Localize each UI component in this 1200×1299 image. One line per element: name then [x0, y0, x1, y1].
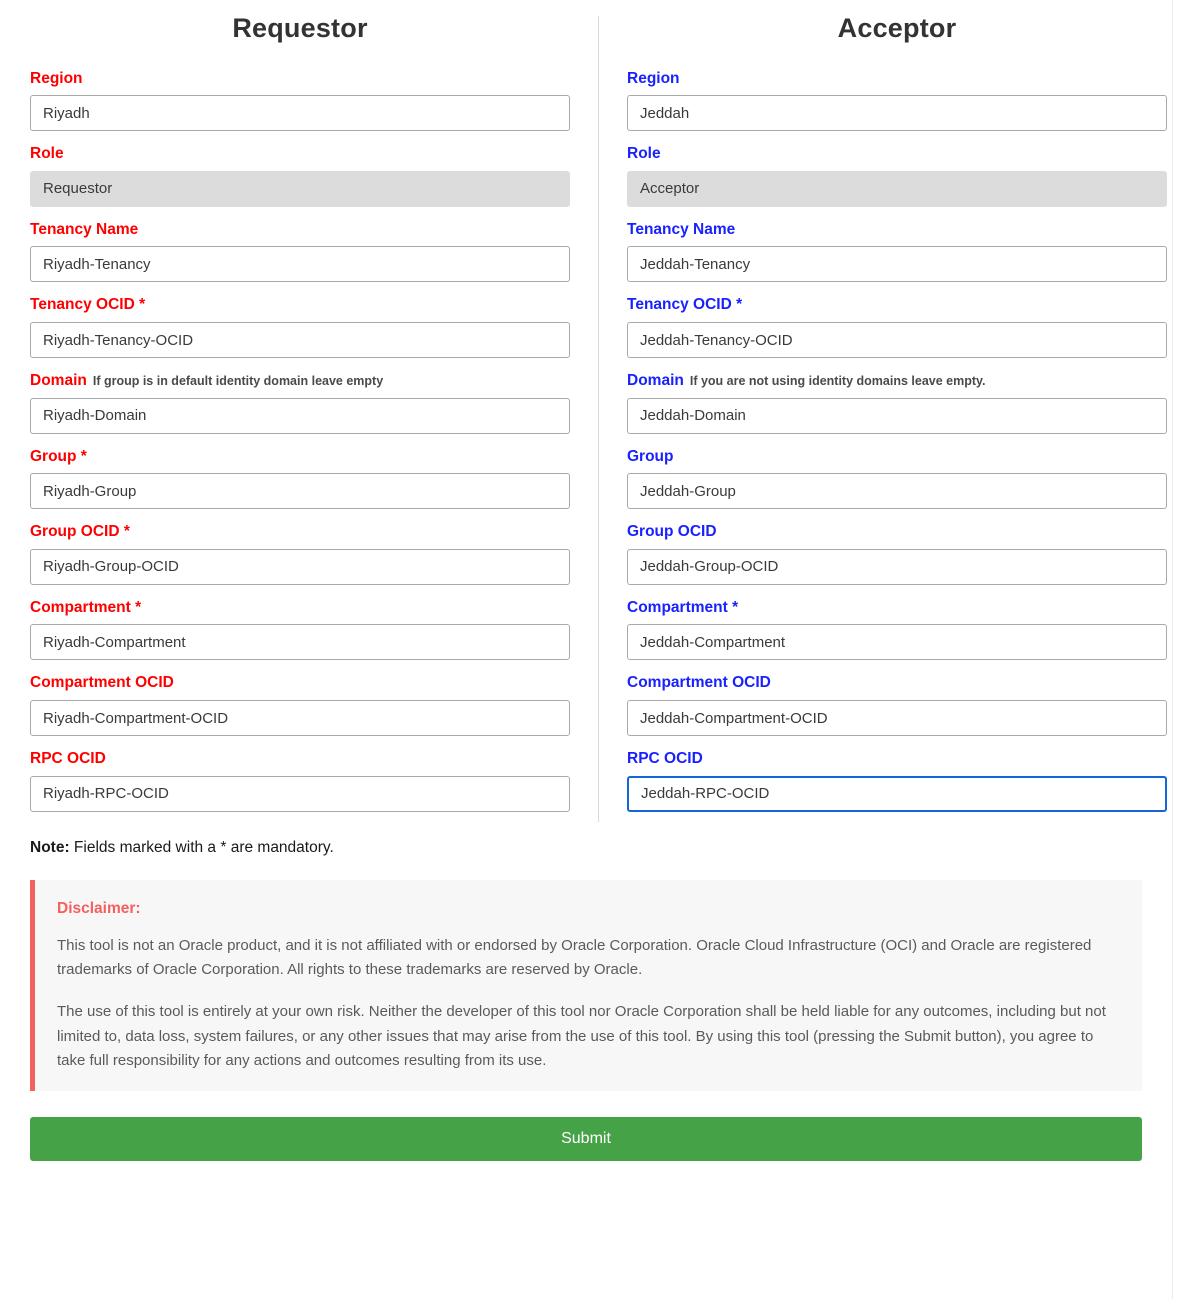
- field-requestor-role: [30, 145, 570, 207]
- field-acceptor-tenancy-name: [627, 221, 1167, 283]
- input-requestor-tenancy-name[interactable]: [30, 246, 570, 282]
- input-requestor-compartment-ocid[interactable]: [30, 700, 570, 736]
- mandatory-fields-note: [30, 838, 1142, 858]
- field-acceptor-group-ocid: [627, 523, 1167, 585]
- field-requestor-tenancy-name: [30, 221, 570, 283]
- input-acceptor-region[interactable]: [627, 95, 1167, 131]
- label-acceptor-compartment: [627, 599, 1167, 618]
- label-requestor-tenancy-ocid: [30, 296, 570, 315]
- label-text: Domain: [627, 372, 684, 390]
- hint-acceptor-domain: If you are not using identity domains leave empty.: [689, 374, 986, 389]
- label-text: Compartment OCID: [30, 674, 174, 692]
- label-text: Tenancy OCID *: [30, 296, 146, 314]
- field-acceptor-role: [627, 145, 1167, 207]
- label-text: Compartment *: [30, 598, 142, 616]
- submit-button[interactable]: Submit: [30, 1117, 1142, 1161]
- label-requestor-role: [30, 145, 570, 164]
- two-column-form: [30, 0, 1142, 826]
- field-acceptor-region: [627, 70, 1167, 132]
- field-requestor-compartment: [30, 599, 570, 661]
- input-acceptor-group[interactable]: [627, 473, 1167, 509]
- label-text: Group OCID *: [30, 523, 130, 541]
- input-acceptor-tenancy-ocid[interactable]: [627, 322, 1167, 358]
- label-requestor-group-ocid: [30, 523, 570, 542]
- field-requestor-domain: [30, 372, 570, 434]
- field-requestor-group: [30, 448, 570, 510]
- label-text: Region: [627, 69, 680, 87]
- input-requestor-role: [30, 171, 570, 207]
- field-requestor-tenancy-ocid: [30, 296, 570, 358]
- note-prefix: Note:: [30, 838, 70, 856]
- input-acceptor-domain[interactable]: [627, 398, 1167, 434]
- field-acceptor-compartment-ocid: [627, 674, 1167, 736]
- label-requestor-tenancy-name: [30, 221, 570, 240]
- label-text: Group: [627, 447, 674, 465]
- label-acceptor-group-ocid: [627, 523, 1167, 542]
- disclaimer-box: [30, 880, 1142, 1091]
- input-acceptor-compartment-ocid[interactable]: [627, 700, 1167, 736]
- requestor-column: [30, 14, 598, 826]
- field-acceptor-group: [627, 448, 1167, 510]
- label-acceptor-group: [627, 448, 1167, 467]
- acceptor-column: [599, 14, 1167, 826]
- label-text: Compartment *: [627, 598, 739, 616]
- field-acceptor-compartment: [627, 599, 1167, 661]
- field-requestor-rpc-ocid: [30, 750, 570, 812]
- label-requestor-region: [30, 70, 570, 89]
- label-requestor-domain: [30, 372, 570, 391]
- page-right-edge-rule: [1172, 0, 1173, 1299]
- label-acceptor-compartment-ocid: [627, 674, 1167, 693]
- label-text: Tenancy Name: [30, 220, 139, 238]
- label-acceptor-role: [627, 145, 1167, 164]
- label-requestor-compartment: [30, 599, 570, 618]
- field-requestor-region: [30, 70, 570, 132]
- label-text: Tenancy Name: [627, 220, 736, 238]
- note-text: Fields marked with a * are mandatory.: [69, 838, 334, 856]
- input-requestor-group-ocid[interactable]: [30, 549, 570, 585]
- label-text: Compartment OCID: [627, 674, 771, 692]
- label-requestor-rpc-ocid: [30, 750, 570, 769]
- input-requestor-rpc-ocid[interactable]: [30, 776, 570, 812]
- label-text: Tenancy OCID *: [627, 296, 743, 314]
- label-requestor-group: [30, 448, 570, 467]
- input-requestor-domain[interactable]: [30, 398, 570, 434]
- label-acceptor-tenancy-ocid: [627, 296, 1167, 315]
- input-acceptor-compartment[interactable]: [627, 624, 1167, 660]
- hint-requestor-domain: If group is in default identity domain leave empty: [92, 374, 384, 389]
- label-acceptor-region: [627, 70, 1167, 89]
- input-acceptor-rpc-ocid[interactable]: [627, 776, 1167, 812]
- label-text: Group OCID: [627, 523, 717, 541]
- input-acceptor-tenancy-name[interactable]: [627, 246, 1167, 282]
- input-requestor-compartment[interactable]: [30, 624, 570, 660]
- field-acceptor-domain: [627, 372, 1167, 434]
- input-acceptor-role: [627, 171, 1167, 207]
- label-text: RPC OCID: [30, 750, 106, 768]
- acceptor-column-title: Acceptor: [837, 13, 957, 43]
- label-text: RPC OCID: [627, 750, 703, 768]
- label-acceptor-rpc-ocid: [627, 750, 1167, 769]
- disclaimer-title: Disclaimer:: [57, 899, 141, 917]
- input-requestor-tenancy-ocid[interactable]: [30, 322, 570, 358]
- disclaimer-paragraph-1: This tool is not an Oracle product, and it is not affiliated with or endorsed by Oracle Corporation. Oracle Cloud Infrastructure (OCI) and Oracle are registered trademarks of Oracle Corporation. All rights to these trademarks are reserved by Oracle.: [57, 936, 1092, 979]
- field-requestor-group-ocid: [30, 523, 570, 585]
- field-acceptor-tenancy-ocid: [627, 296, 1167, 358]
- label-text: Domain: [30, 372, 87, 390]
- label-text: Role: [30, 145, 64, 163]
- label-text: Group *: [30, 447, 87, 465]
- requestor-column-title: Requestor: [232, 13, 368, 43]
- field-requestor-compartment-ocid: [30, 674, 570, 736]
- input-requestor-region[interactable]: [30, 95, 570, 131]
- label-acceptor-tenancy-name: [627, 221, 1167, 240]
- label-text: Region: [30, 69, 83, 87]
- label-acceptor-domain: [627, 372, 1167, 391]
- field-acceptor-rpc-ocid: [627, 750, 1167, 812]
- label-requestor-compartment-ocid: [30, 674, 570, 693]
- disclaimer-paragraph-2: The use of this tool is entirely at your own risk. Neither the developer of this tool nor Oracle Corporation shall be held liable for any outcomes, including but not limited to, data loss, system failures, or any other issues that may arise from the use of this tool. By using this tool (pressing the Submit button), you agree to take full responsibility for any actions and outcomes resulting from its use.: [57, 1003, 1106, 1069]
- input-acceptor-group-ocid[interactable]: [627, 549, 1167, 585]
- input-requestor-group[interactable]: [30, 473, 570, 509]
- label-text: Role: [627, 145, 661, 163]
